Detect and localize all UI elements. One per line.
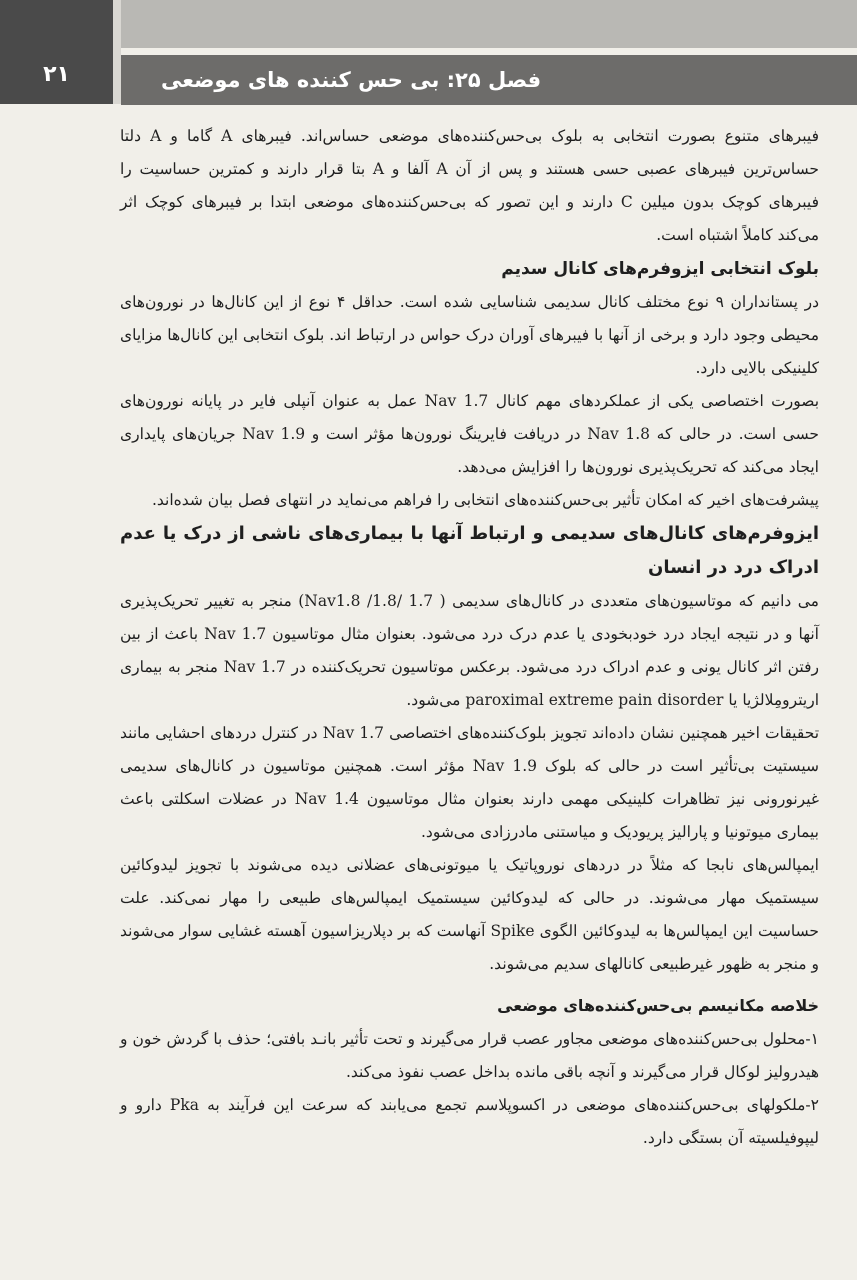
paragraph-recent-research: تحقیقات اخیر همچنین نشان داده‌اند تجویز بلوک‌کننده‌های اختصاصی Nav 1.7 در کنترل دردهای احشایی مانند سیستیت بی‌تأثیر است در حالی که بلوک Nav 1.9 مؤثر است. همچنین موتاسیون در کانال‌های سدیمی غیرنورونی نیز تظاهرات کلینیکی مهمی دارند بعنوان مثال موتاسیون Nav 1.4 در عضلات اسکلتی باعث بیماری میوتونیا و پارالیز پریودیک و میاستنی مادرزادی می‌شود. [120,724,820,841]
list-item-step-2: ۲-ملکولهای بی‌حس‌کننده‌های موضعی در اکسوپلاسم تجمع می‌یابند که سرعت این فرآیند به Pka دارو و لیپوفیلسیته آن بستگی دارد. [120,1096,819,1147]
paragraph-recent-advances: پیشرفت‌های اخیر که امکان تأثیر بی‌حس‌کننده‌های انتخابی را فراهم می‌نماید در انتهای فصل بیان شده‌اند. [151,491,819,509]
header-top-band [121,0,857,48]
header-divider-strip [113,0,121,104]
section-heading-isoforms-disease: ایزوفرم‌های کانال‌های سدیمی و ارتباط آنها با بیماری‌های ناشی از درک یا عدم ادراک درد در انسان [120,523,819,578]
paragraph-nav-functions: بصورت اختصاصی یکی از عملکردهای مهم کانال Nav 1.7 عمل به عنوان آنپلی فایر در پایانه نورون‌های حسی است. در حالی که Nav 1.8 در دریافت فایرینگ نورون‌ها مؤثر است و Nav 1.9 جریان‌های پایداری ایجاد می‌کند که تحریک‌پذیری نورون‌ها را افزایش می‌دهد. [120,392,820,476]
paragraph-fiber-sensitivity: فیبرهای متنوع بصورت انتخابی به بلوک بی‌حس‌کننده‌های موضعی حساس‌اند. فیبرهای A گاما و A دلتا حساس‌ترین فیبرهای عصبی حسی هستند و پس از آن A آلفا و A بتا قرار دارند و کمترین حساسیت را فیبرهای کوچک بدون میلین C دارند و این تصور که بی‌حس‌کننده‌های موضعی ابتدا بر فیبرهای کوچک اثر می‌کند کاملاً اشتباه است. [120,127,820,244]
chapter-title: فصل ۲۵: بی حس کننده های موضعی [161,68,542,92]
header-dark-block [0,0,113,104]
running-header [121,55,857,105]
page-body [120,120,819,1155]
page-number: ۲۱ [43,62,70,87]
paragraph-sodium-channel-types: در پستانداران ۹ نوع مختلف کانال سدیمی شناسایی شده است. حداقل ۴ نوع از این کانال‌ها در نورون‌های محیطی وجود دارد و برخی از آنها با فیبرهای آوران درک حواس در ارتباط اند. بلوک انتخابی این کانال‌ها مزایای کلینیکی بالایی دارد. [120,293,820,377]
paragraph-ectopic-impulses: ایمپالس‌های نابجا که مثلاً در دردهای نوروپاتیک یا میوتونی‌های عضلانی دیده می‌شوند با تجویز لیدوکائین سیستمیک مهار می‌شوند. در حالی که لیدوکائین سیستمیک ایمپالس‌های طبیعی را مهار نمی‌کند. علت حساسیت این ایمپالس‌ها به لیدوکائین الگوی Spike آنهاست که بر دپلاریزاسیون آهسته غشایی سوار می‌شوند و منجر به ظهور غیرطبیعی کانالهای سدیم می‌شوند. [120,856,819,973]
section-heading-selective-block: بلوک انتخابی ایزوفرم‌های کانال سدیم [501,259,819,279]
list-item-step-1: ۱-محلول بی‌حس‌کننده‌های موضعی مجاور عصب قرار می‌گیرند و تحت تأثیر بانـد بافتی؛ حذف با گردش خون و هیدرولیز لوکال قرار می‌گیرند و آنچه باقی مانده بداخل عصب نفوذ می‌کند. [120,1030,819,1081]
section-heading-mechanism-summary: خلاصه مکانیسم بی‌حس‌کننده‌های موضعی [497,996,819,1015]
paragraph-mutations: می دانیم که موتاسیون‌های متعددی در کانال‌های سدیمی ( 1.7 /1.8/ Nav1.8) منجر به تغییر تحریک‌پذیری آنها و در نتیجه ایجاد درد خودبخودی یا عدم درک درد می‌شود. بعنوان مثال موتاسیون Nav 1.7 باعث از بین رفتن اثر کانال یونی و عدم ادراک درد می‌شود. برعکس موتاسیون تحریک‌کننده در Nav 1.7 منجر به بیماری اریترومِلالژیا یا paroximal extreme pain disorder می‌شود. [120,592,820,709]
